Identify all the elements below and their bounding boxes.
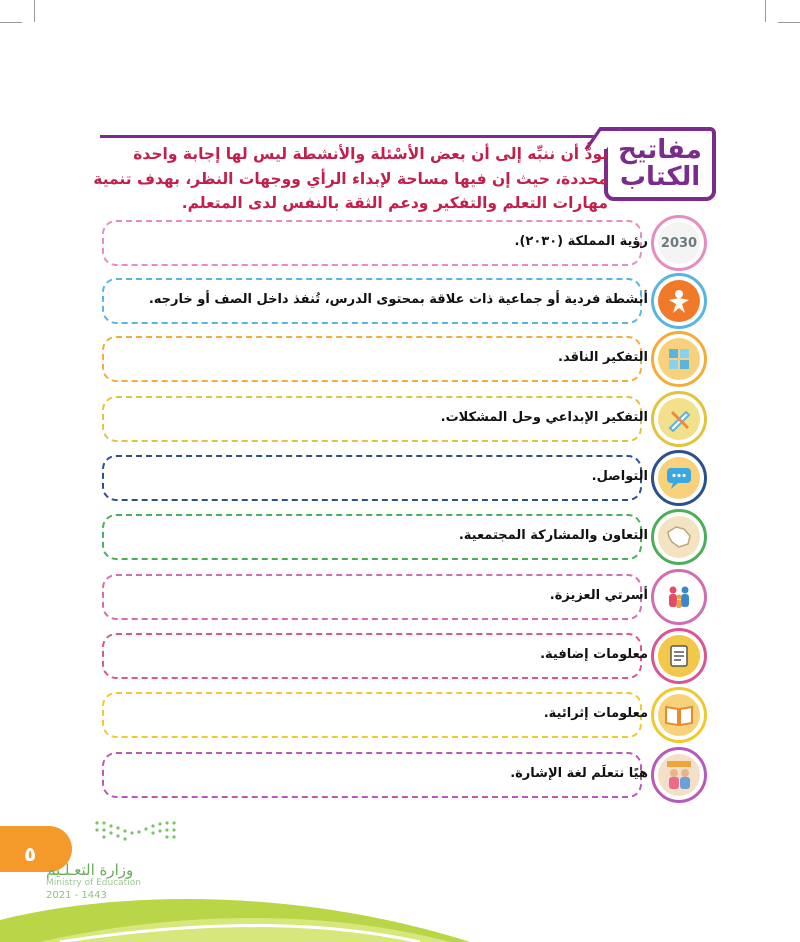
icon-disc (658, 754, 700, 796)
icon-disc (658, 576, 700, 618)
key-row (102, 455, 642, 501)
vision-2030-icon (651, 215, 707, 271)
book-keys-title (604, 127, 716, 201)
crop-mark (34, 0, 35, 22)
icon-disc (658, 457, 700, 499)
key-row-text: التفكير الناقد. (558, 350, 648, 365)
crop-mark (0, 22, 22, 23)
icon-disc (658, 398, 700, 440)
crop-mark (778, 22, 800, 23)
family-icon (651, 569, 707, 625)
edition-year: 2021 - 1443 (46, 890, 107, 901)
icon-disc (658, 635, 700, 677)
key-row-text: التواصل. (591, 469, 648, 484)
chat-bubble-icon (651, 450, 707, 506)
title-line-1: مفاتيح (618, 134, 702, 165)
icon-disc (658, 516, 700, 558)
activity-icon (651, 273, 707, 329)
vision-2030-label: 2030 (660, 235, 698, 251)
key-row-text: رؤية المملكة (٢٠٣٠). (514, 234, 648, 249)
ministry-name-english: Ministry of Education (46, 878, 141, 888)
key-row-text: أسرتي العزيزة. (549, 588, 648, 603)
header-rule (100, 135, 606, 138)
key-row-text: التفكير الإبداعي وحل المشكلات. (440, 410, 648, 425)
notes-icon (651, 628, 707, 684)
key-row-text: أنشطة فردية أو جماعية ذات علاقة بمحتوى الدرس، تُنفذ داخل الصف أو خارجه. (148, 292, 648, 307)
key-row-text: معلومات إضافية. (540, 647, 648, 662)
key-row-text: هيًا نتعلَم لغة الإشارة. (510, 766, 648, 781)
puzzle-icon (651, 331, 707, 387)
crop-mark (765, 0, 766, 22)
open-book-icon (651, 687, 707, 743)
key-row-text: التعاون والمشاركة المجتمعية. (458, 528, 648, 543)
icon-disc (658, 222, 700, 264)
sign-language-icon (651, 747, 707, 803)
ministry-logo-dots (92, 818, 184, 848)
icon-disc (658, 338, 700, 380)
footer-green-wave (0, 880, 800, 942)
page-number: ٥ (24, 842, 37, 866)
icon-disc (658, 694, 700, 736)
creative-tools-icon (651, 391, 707, 447)
intro-paragraph: نودُّ أن ننبِّه إلى أن بعض الأسْئلة والأنشطة ليس لها إجابة واحدة محددة، حيث إن فيها مساحة لإبداء الرأي ووجهات النظر، بهدف تنمية مهارات التعلم والتفكير ودعم الثقة بالنفس لدى المتعلم. (93, 145, 608, 212)
ministry-name-arabic: وزارة التعـلـيم (46, 861, 134, 879)
saudi-map-icon (651, 509, 707, 565)
key-row-text: معلومات إثرائية. (543, 706, 648, 721)
title-line-2: الكتاب (619, 162, 701, 192)
icon-disc (658, 280, 700, 322)
